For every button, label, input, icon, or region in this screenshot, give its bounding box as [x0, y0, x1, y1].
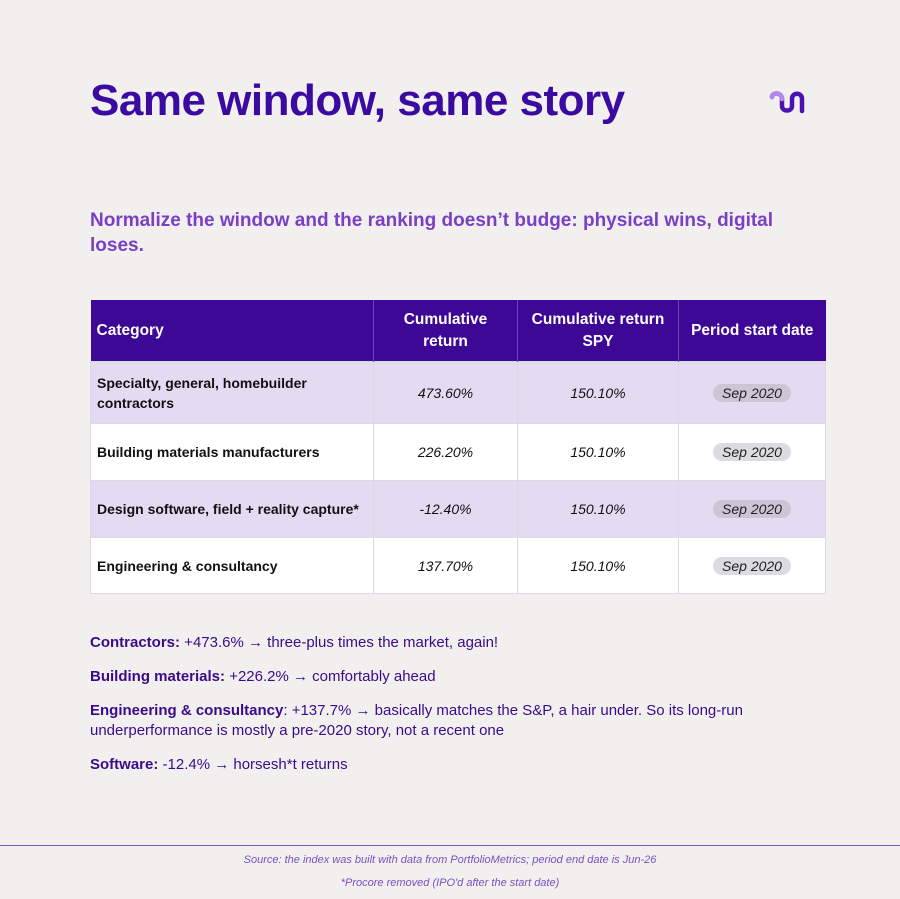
start-date-badge: Sep 2020	[713, 500, 791, 518]
cumulative-return-cell: 137.70%	[374, 538, 518, 594]
table-row	[91, 424, 826, 481]
header-period-start-date: Period start date	[679, 300, 826, 362]
page-title: Same window, same story	[90, 76, 625, 125]
footer-divider	[0, 845, 900, 846]
cumulative-return-cell: 473.60%	[374, 362, 518, 424]
category-cell: Building materials manufacturers	[91, 424, 374, 481]
note-text: +226.2% → comfortably ahead	[225, 668, 436, 685]
note-text: : +137.7% → basically matches the S&P, a hair under. So its long-run underperformance is mostly a pre-2020 story, not a recent one	[90, 702, 743, 739]
note-label: Building materials:	[90, 668, 226, 685]
note-label: Engineering & consultancy	[90, 702, 284, 719]
spy-return-cell: 150.10%	[518, 481, 679, 538]
category-cell: Design software, field + reality capture*	[91, 481, 374, 538]
start-date-badge: Sep 2020	[713, 557, 791, 575]
table-row	[91, 481, 826, 538]
header-category: Category	[91, 300, 374, 362]
start-date-badge: Sep 2020	[713, 443, 791, 461]
subtitle: Normalize the window and the ranking doesn’t budge: physical wins, digital loses.	[90, 210, 774, 256]
note-software	[90, 755, 790, 775]
start-date-cell	[679, 362, 826, 424]
takeaways	[90, 633, 790, 789]
start-date-cell	[679, 481, 826, 538]
category-cell: Engineering & consultancy	[91, 538, 374, 594]
note-engineering	[90, 701, 790, 741]
note-building-materials	[90, 667, 790, 687]
cumulative-return-cell: -12.40%	[374, 481, 518, 538]
category-cell: Specialty, general, homebuilder contractors	[91, 362, 374, 424]
spy-return-cell: 150.10%	[518, 538, 679, 594]
table-row	[91, 538, 826, 594]
note-text: -12.4% → horsesh*t returns	[158, 756, 348, 773]
source-note: Source: the index was built with data from PortfolioMetrics; period end date is Jun-26	[243, 854, 657, 866]
header-cumulative-return-spy: Cumulative return SPY	[518, 300, 679, 362]
spy-return-cell: 150.10%	[518, 362, 679, 424]
note-label: Software:	[90, 756, 159, 773]
brand-logo-icon	[769, 90, 807, 114]
spy-return-cell: 150.10%	[518, 424, 679, 481]
cumulative-return-cell: 226.20%	[374, 424, 518, 481]
footnote: *Procore removed (IPO'd after the start date)	[340, 877, 560, 889]
header-cumulative-return: Cumulative return	[374, 300, 518, 362]
note-label: Contractors:	[90, 634, 181, 651]
table-row	[91, 362, 826, 424]
start-date-badge: Sep 2020	[713, 384, 791, 402]
returns-table	[90, 300, 826, 594]
note-text: +473.6% → three-plus times the market, again!	[180, 634, 499, 651]
note-contractors	[90, 633, 790, 653]
table-header-row	[91, 300, 826, 362]
start-date-cell	[679, 538, 826, 594]
start-date-cell	[679, 424, 826, 481]
